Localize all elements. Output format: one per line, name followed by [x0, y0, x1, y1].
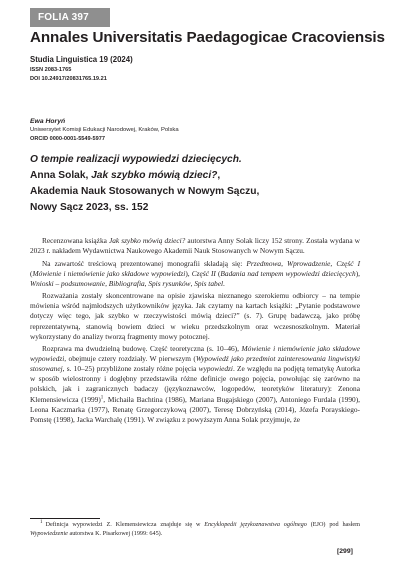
- review-publisher: Akademia Nauk Stosowanych w Nowym Sączu,: [30, 186, 260, 197]
- footnote-divider: [30, 518, 100, 519]
- review-place-year: Nowy Sącz 2023, ss. 152: [30, 202, 149, 213]
- folia-badge: [30, 8, 110, 27]
- review-title: [30, 152, 380, 216]
- issn: ISSN 2083-1765: [30, 67, 72, 73]
- author-orcid: ORCID 0000-0001-5549-5977: [30, 136, 105, 142]
- footnote: $^1$ Definicja wypowiedzi Z. Klemensiewicza znajduje się w Encyklopedii językoznawstwa ogólnego (EJO) pod hasłem Wypowiedzenie autorstwa K. Pisarkowej (1999: 645).: [30, 519, 360, 537]
- paragraph-1: Recenzowana książka Jak szybko mówią dzieci? autorstwa Anny Solak liczy 152 strony. Została wydana w 2023 r. nakładem Wydawnictwa Naukowego Akademii Nauk Stosowanych w Nowym Sączu.: [30, 236, 360, 256]
- review-body: [30, 236, 360, 425]
- paragraph-2: Na zawartość treściową prezentowanej monografii składają się: Przedmowa, Wprowadzenie, Część I (Mówienie i niemówienie jako składowe wypowiedzi), Część II (Badania nad tempem wypowiedzi dziecięcych), Wnioski – podsumowanie, Bibliografia, Spis rysunków, Spis tabel.: [30, 258, 361, 288]
- author-name: Ewa Horyń: [30, 118, 66, 125]
- doi: DOI 10.24917/20831765.19.21: [30, 76, 107, 82]
- footnote-number: 1: [40, 519, 43, 525]
- footnote-ref[interactable]: 1: [100, 395, 104, 401]
- journal-meta: [30, 53, 133, 84]
- folia-label: FOLIA 397: [38, 12, 89, 23]
- journal-title: Annales Universitatis Paedagogicae Cracoviensis: [30, 29, 385, 46]
- page-number: [299]: [337, 548, 353, 555]
- author-block: [30, 117, 179, 144]
- author-affiliation: Uniwersytet Komisji Edukacji Narodowej, Kraków, Polska: [30, 127, 179, 133]
- review-work-title: O tempie realizacji wypowiedzi dziecięcych.: [30, 154, 242, 165]
- paragraph-3: Rozważania zostały skoncentrowane na opisie zjawiska nieznanego szerokiemu odbiorcy – na tempie mówienia wśród najmłodszych użytkowników języka. Jak czytamy na kartach książki: „Pytanie podstawowe dotyczy więc tego, jak szybko w rzeczywistości mówią dzieci?” (s. 7). Grupę badawczą, jako próbę reprezentatywną, stanowią bowiem dzieci w wieku przedszkolnym oraz wczesnoszkolnym. Materiał wykorzystany do analizy tworzą fragmenty mowy potocznej.: [30, 291, 360, 341]
- paragraph-4: Rozprawa ma dwudzielną budowę. Część teoretyczna (s. 10–46), Mówienie i niemówienie jako składowe wypowiedzi, obejmuje cztery rozdziały. W pierwszym (Wypowiedź jako przedmiot zainteresowania lingwistyki stosowanej, s. 10–25) przybliżone zostały różne pojęcia wypowiedzi. Ze względu na podjętą tematykę Autorka w sposób wielostronny i dogłębny przedstawiła różne definicje owego pojęcia, powołując się zarówno na polskich, jak i zagranicznych badaczy (językoznawców, logopedów, teoretyków literatury): Zenona Klemensiewicza $(1999)^1$, Michaiła Bachtina (1986), Mariana Bugajskiego (2007), Antoniego Furdala (1990), Leona Kaczmarka (1977), Renatę Grzegorczykową (2007), Teresę Dobrzyńską (2014), Józefa Porayskiego-Pomstę (1998), Jacka Warchalę (1991). W związku z powyższym Anna Solak przyjmuje, że: [30, 344, 360, 424]
- review-author-line: Anna Solak, Jak szybko mówią dzieci?,: [30, 170, 221, 181]
- series-label: Studia Linguistica 19 (2024): [30, 55, 133, 64]
